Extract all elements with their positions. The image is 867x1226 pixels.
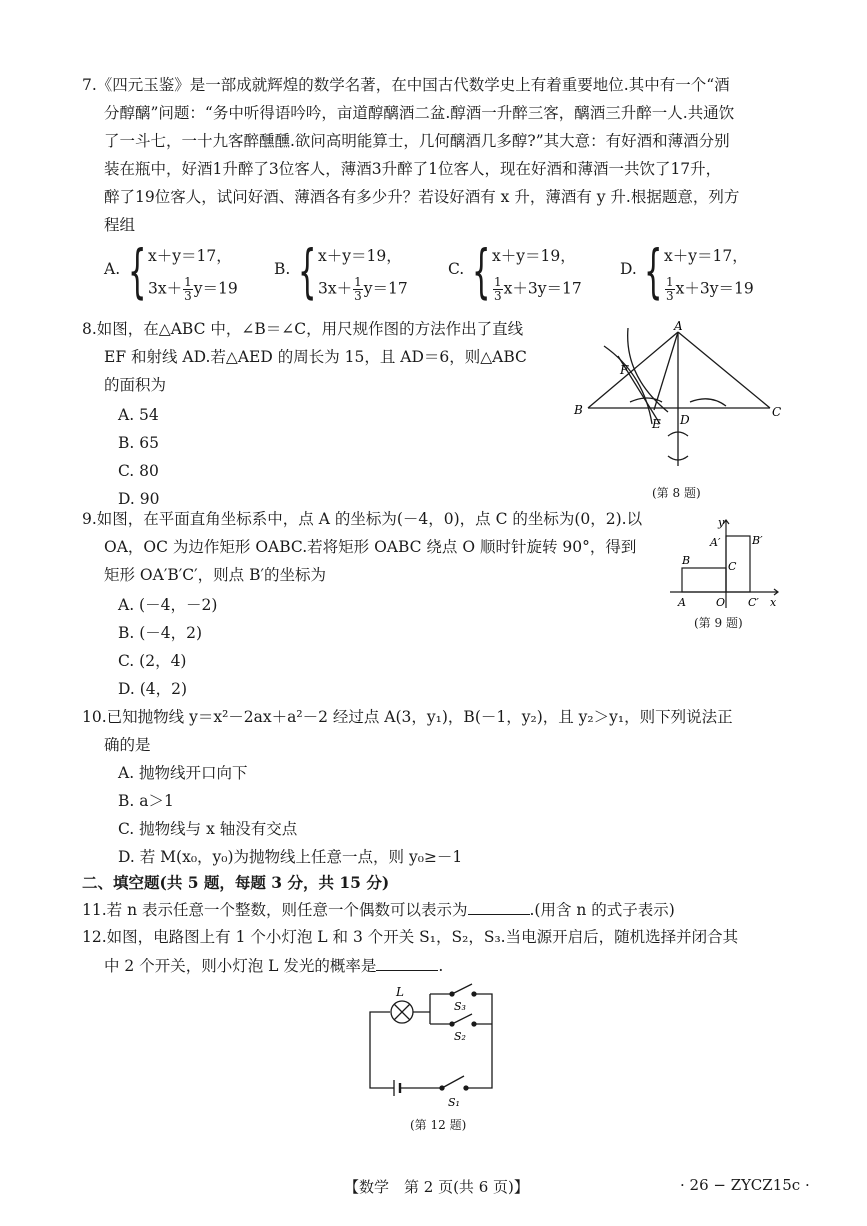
- q12-line-2: [104, 954, 443, 977]
- label-b1: B′: [752, 534, 763, 547]
- q8-caption: (第 8 题): [652, 486, 701, 500]
- frac-num: 1: [666, 275, 674, 289]
- q9-option-d[interactable]: D. (4，2): [118, 680, 188, 698]
- q11-note: .(用含 n 的式子表示): [529, 901, 675, 919]
- label-o: O: [716, 596, 726, 609]
- equation-2: [664, 276, 754, 303]
- q10-line-1: 10.已知抛物线 y＝x²－2ax＋a²－2 经过点 A(3，y₁)，B(－1，y₂)，且 y₂＞y₁，则下列说法正: [82, 708, 733, 726]
- label-a: A: [674, 319, 683, 333]
- q9-line-3: 矩形 OA′B′C′，则点 B′的坐标为: [104, 566, 326, 584]
- q8-option-d[interactable]: D. 90: [118, 490, 160, 508]
- q8-figure: [570, 316, 800, 496]
- label-c: C: [728, 560, 737, 573]
- equation-1: x＋y＝19，: [318, 247, 402, 265]
- q10-option-c[interactable]: C. 抛物线与 x 轴没有交点: [118, 820, 298, 838]
- q8-line-3: 的面积为: [104, 376, 167, 394]
- equation-2: [318, 276, 408, 303]
- label-s3: S₃: [454, 1000, 466, 1013]
- label-f: F: [620, 363, 629, 377]
- equation-2: [492, 276, 582, 303]
- label-s2: S₂: [454, 1030, 466, 1043]
- section-title: 二、填空题(共 5 题，每题 3 分，共 15 分): [82, 873, 390, 892]
- frac-den: 3: [494, 289, 502, 303]
- label-d: D: [680, 413, 690, 427]
- label-c1: C′: [748, 596, 759, 609]
- q9-line-1: 9.如图，在平面直角坐标系中，点 A 的坐标为(－4，0)，点 C 的坐标为(0，2).以: [82, 510, 643, 528]
- q10-option-b[interactable]: B. a＞1: [118, 792, 174, 810]
- q8-option-a[interactable]: A. 54: [118, 406, 159, 424]
- fraction: [183, 276, 193, 303]
- label-e: E: [652, 417, 661, 431]
- label-a1: A′: [710, 536, 721, 549]
- fraction: [493, 276, 503, 303]
- switch-s2-lever: [452, 1014, 472, 1024]
- label-x: x: [770, 596, 777, 609]
- segment-ae: [654, 332, 678, 410]
- side-ab: [588, 332, 678, 408]
- q10-option-a[interactable]: A. 抛物线开口向下: [118, 764, 248, 782]
- q12-figure: [360, 984, 520, 1114]
- q7-line-2: 分醇醨”问题：“务中听得语吟吟，亩道醇醨酒二盆.醇酒一升醉三客，醨酒三升醉一人.共通饮: [104, 104, 735, 122]
- q8-option-b[interactable]: B. 65: [118, 434, 159, 452]
- equation-1: x＋y＝17，: [664, 247, 748, 265]
- q10-option-d[interactable]: D. 若 M(x₀，y₀)为抛物线上任意一点，则 y₀≥－1: [118, 848, 463, 866]
- equation-2: [148, 276, 238, 303]
- label-b: B: [574, 403, 583, 417]
- eq-post: y＝17: [363, 279, 408, 298]
- q7-line-3: 了一斗七，一十九客醉醺醺.欲问高明能算士，几何醨酒几多醇?”其大意：有好酒和薄酒分别: [104, 132, 730, 150]
- brace-icon: {: [472, 237, 491, 305]
- q9-line-2: OA，OC 为边作矩形 OABC.若将矩形 OABC 绕点 O 顺时针旋转 90°，得到: [104, 538, 637, 556]
- arc-1: [604, 346, 652, 424]
- q12-answer-blank[interactable]: [376, 954, 438, 971]
- eq-post: x＋3y＝19: [675, 279, 754, 298]
- equation-1: x＋y＝17，: [148, 247, 232, 265]
- frac-den: 3: [184, 289, 192, 303]
- q9-option-b[interactable]: B. (－4，2): [118, 624, 203, 642]
- arc-4: [690, 399, 726, 406]
- eq-post: x＋3y＝17: [503, 279, 582, 298]
- q10-line-2: 确的是: [104, 736, 151, 754]
- frac-num: 1: [184, 275, 192, 289]
- label-y: y: [718, 516, 725, 529]
- brace-icon: {: [644, 237, 663, 305]
- switch-s3-lever: [452, 984, 472, 994]
- q9-option-a[interactable]: A. (－4，－2): [118, 596, 218, 614]
- frac-den: 3: [666, 289, 674, 303]
- eq-pre: 3x＋: [148, 279, 183, 298]
- wire-right: [466, 1024, 492, 1088]
- q12-line-1: 12.如图，电路图上有 1 个小灯泡 L 和 3 个开关 S₁，S₂，S₃.当电源开启后，随机选择并闭合其: [82, 928, 739, 946]
- option-label: C.: [448, 260, 465, 278]
- label-b: B: [682, 554, 691, 567]
- option-label: B.: [274, 260, 291, 278]
- option-label: D.: [620, 260, 637, 278]
- rect-oabc: [682, 568, 726, 592]
- q8-option-c[interactable]: C. 80: [118, 462, 159, 480]
- q7-line-5: 醉了19位客人，试问好酒、薄酒各有多少升？若设好酒有 x 升，薄酒有 y 升.根据题意，列方: [104, 188, 740, 206]
- brace-icon: {: [128, 237, 147, 305]
- eq-pre: 3x＋: [318, 279, 353, 298]
- label-s1: S₁: [448, 1096, 460, 1109]
- brace-icon: {: [298, 237, 317, 305]
- q11-line: [82, 898, 675, 921]
- label-l: L: [396, 985, 404, 999]
- frac-num: 1: [354, 275, 362, 289]
- eq-post: y＝19: [193, 279, 238, 298]
- q9-caption: (第 9 题): [694, 616, 743, 630]
- q11-text: 11.若 n 表示任意一个整数，则任意一个偶数可以表示为: [82, 901, 468, 919]
- frac-den: 3: [354, 289, 362, 303]
- switch-s1-lever: [442, 1076, 464, 1088]
- frac-num: 1: [494, 275, 502, 289]
- q8-line-2: EF 和射线 AD.若△AED 的周长为 15，且 AD＝6，则△ABC: [104, 348, 527, 366]
- q7-line-1: 7.《四元玉鉴》是一部成就辉煌的数学名著，在中国古代数学史上有着重要地位.其中有一个“酒: [82, 76, 730, 94]
- label-c: C: [772, 405, 782, 419]
- fraction: [353, 276, 363, 303]
- q12-caption: (第 12 题): [410, 1118, 467, 1132]
- q9-option-c[interactable]: C. (2，4): [118, 652, 187, 670]
- option-label: A.: [104, 260, 121, 278]
- q11-answer-blank[interactable]: [468, 898, 530, 915]
- q12-text: 中 2 个开关，则小灯泡 L 发光的概率是: [104, 957, 377, 975]
- wire-s3-right: [474, 994, 492, 1024]
- q7-line-4: 装在瓶中，好酒1升醉了3位客人，薄酒3升醉了1位客人，现在好酒和薄酒一共饮了17升，: [104, 160, 722, 178]
- side-ac: [678, 332, 770, 408]
- q8-line-1: 8.如图，在△ABC 中，∠B＝∠C，用尺规作图的方法作出了直线: [82, 320, 524, 338]
- label-a: A: [678, 596, 686, 609]
- page-footer-center: 【数学 第 2 页(共 6 页)】: [344, 1178, 529, 1196]
- page-footer-code: · 26 − ZYCZ15c ·: [680, 1176, 810, 1194]
- equation-1: x＋y＝19，: [492, 247, 576, 265]
- q9-figure: [666, 512, 786, 616]
- q12-period: .: [438, 957, 444, 975]
- wire-left: [370, 1012, 394, 1088]
- fraction: [665, 276, 675, 303]
- q7-line-6: 程组: [104, 216, 136, 234]
